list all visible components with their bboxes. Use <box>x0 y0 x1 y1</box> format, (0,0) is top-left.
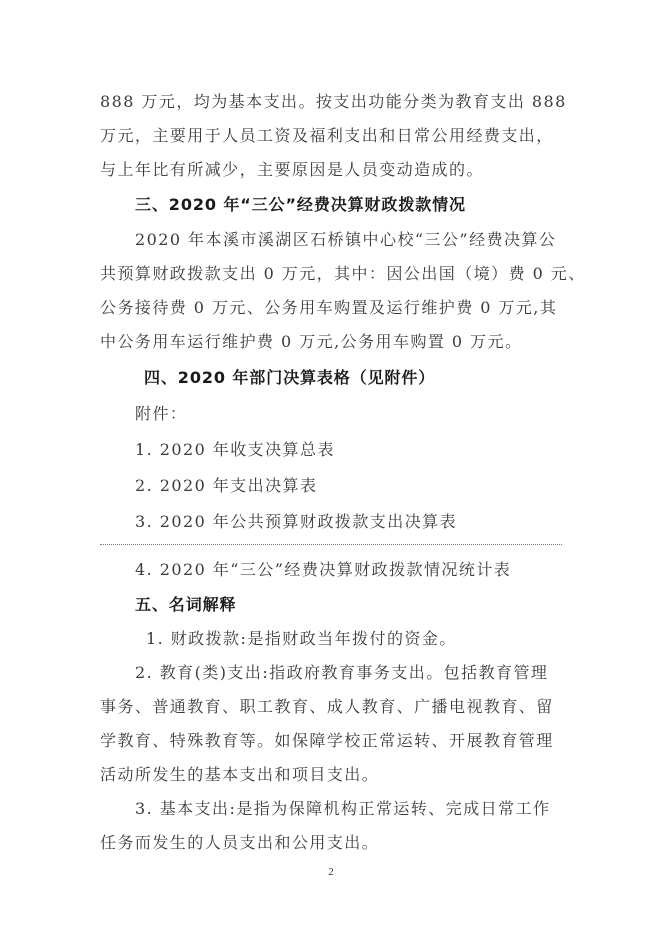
page-number: 2 <box>328 866 334 878</box>
paragraph-line: 中公务用车运行维护费 0 万元,公务用车购置 0 万元。 <box>100 332 523 351</box>
paragraph-line: 任务而发生的人员支出和公用支出。 <box>100 833 380 852</box>
section-heading-three-public: 三、2020 年“三公”经费决算财政拨款情况 <box>135 195 466 214</box>
section-heading-glossary: 五、名词解释 <box>135 595 237 614</box>
paragraph-line: 公务接待费 0 万元、公务用车购置及运行维护费 0 万元,其 <box>100 298 558 317</box>
paragraph-line: 与上年比有所减少，主要原因是人员变动造成的。 <box>100 160 484 179</box>
attachment-item: 2. 2020 年支出决算表 <box>135 476 318 495</box>
section-heading-final-accounts-tables: 四、2020 年部门决算表格（见附件） <box>144 368 436 387</box>
paragraph-line: 888 万元，均为基本支出。按支出功能分类为教育支出 888 <box>100 92 567 111</box>
paragraph-line: 活动所发生的基本支出和项目支出。 <box>100 765 380 784</box>
attachment-item: 3. 2020 年公共预算财政拨款支出决算表 <box>135 512 458 531</box>
paragraph-line: 事务、普通教育、职工教育、成人教育、广播电视教育、留 <box>100 697 554 716</box>
paragraph-line: 学教育、特殊教育等。如保障学校正常运转、开展教育管理 <box>100 731 554 750</box>
paragraph-line: 万元，主要用于人员工资及福利支出和日常公用经费支出， <box>100 126 554 145</box>
document-body <box>100 85 586 860</box>
glossary-term-education-expenditure: 2. 教育(类)支出:指政府教育事务支出。包括教育管理 <box>135 663 549 682</box>
attachment-item: 4. 2020 年“三公”经费决算财政拨款情况统计表 <box>135 560 512 579</box>
glossary-term-basic-expenditure: 3. 基本支出:是指为保障机构正常运转、完成日常工作 <box>135 799 551 818</box>
attachment-item: 1. 2020 年收支决算总表 <box>135 440 335 459</box>
glossary-term-fiscal-appropriation: 1. 财政拨款:是指财政当年拨付的资金。 <box>146 629 457 648</box>
paragraph-line: 2020 年本溪市溪湖区石桥镇中心校“三公”经费决算公 <box>135 230 557 249</box>
paragraph-line: 共预算财政拨款支出 0 万元，其中：因公出国（境）费 0 元、 <box>100 264 586 283</box>
attachments-label: 附件： <box>135 404 188 423</box>
page-break-dotted-line <box>100 544 562 545</box>
